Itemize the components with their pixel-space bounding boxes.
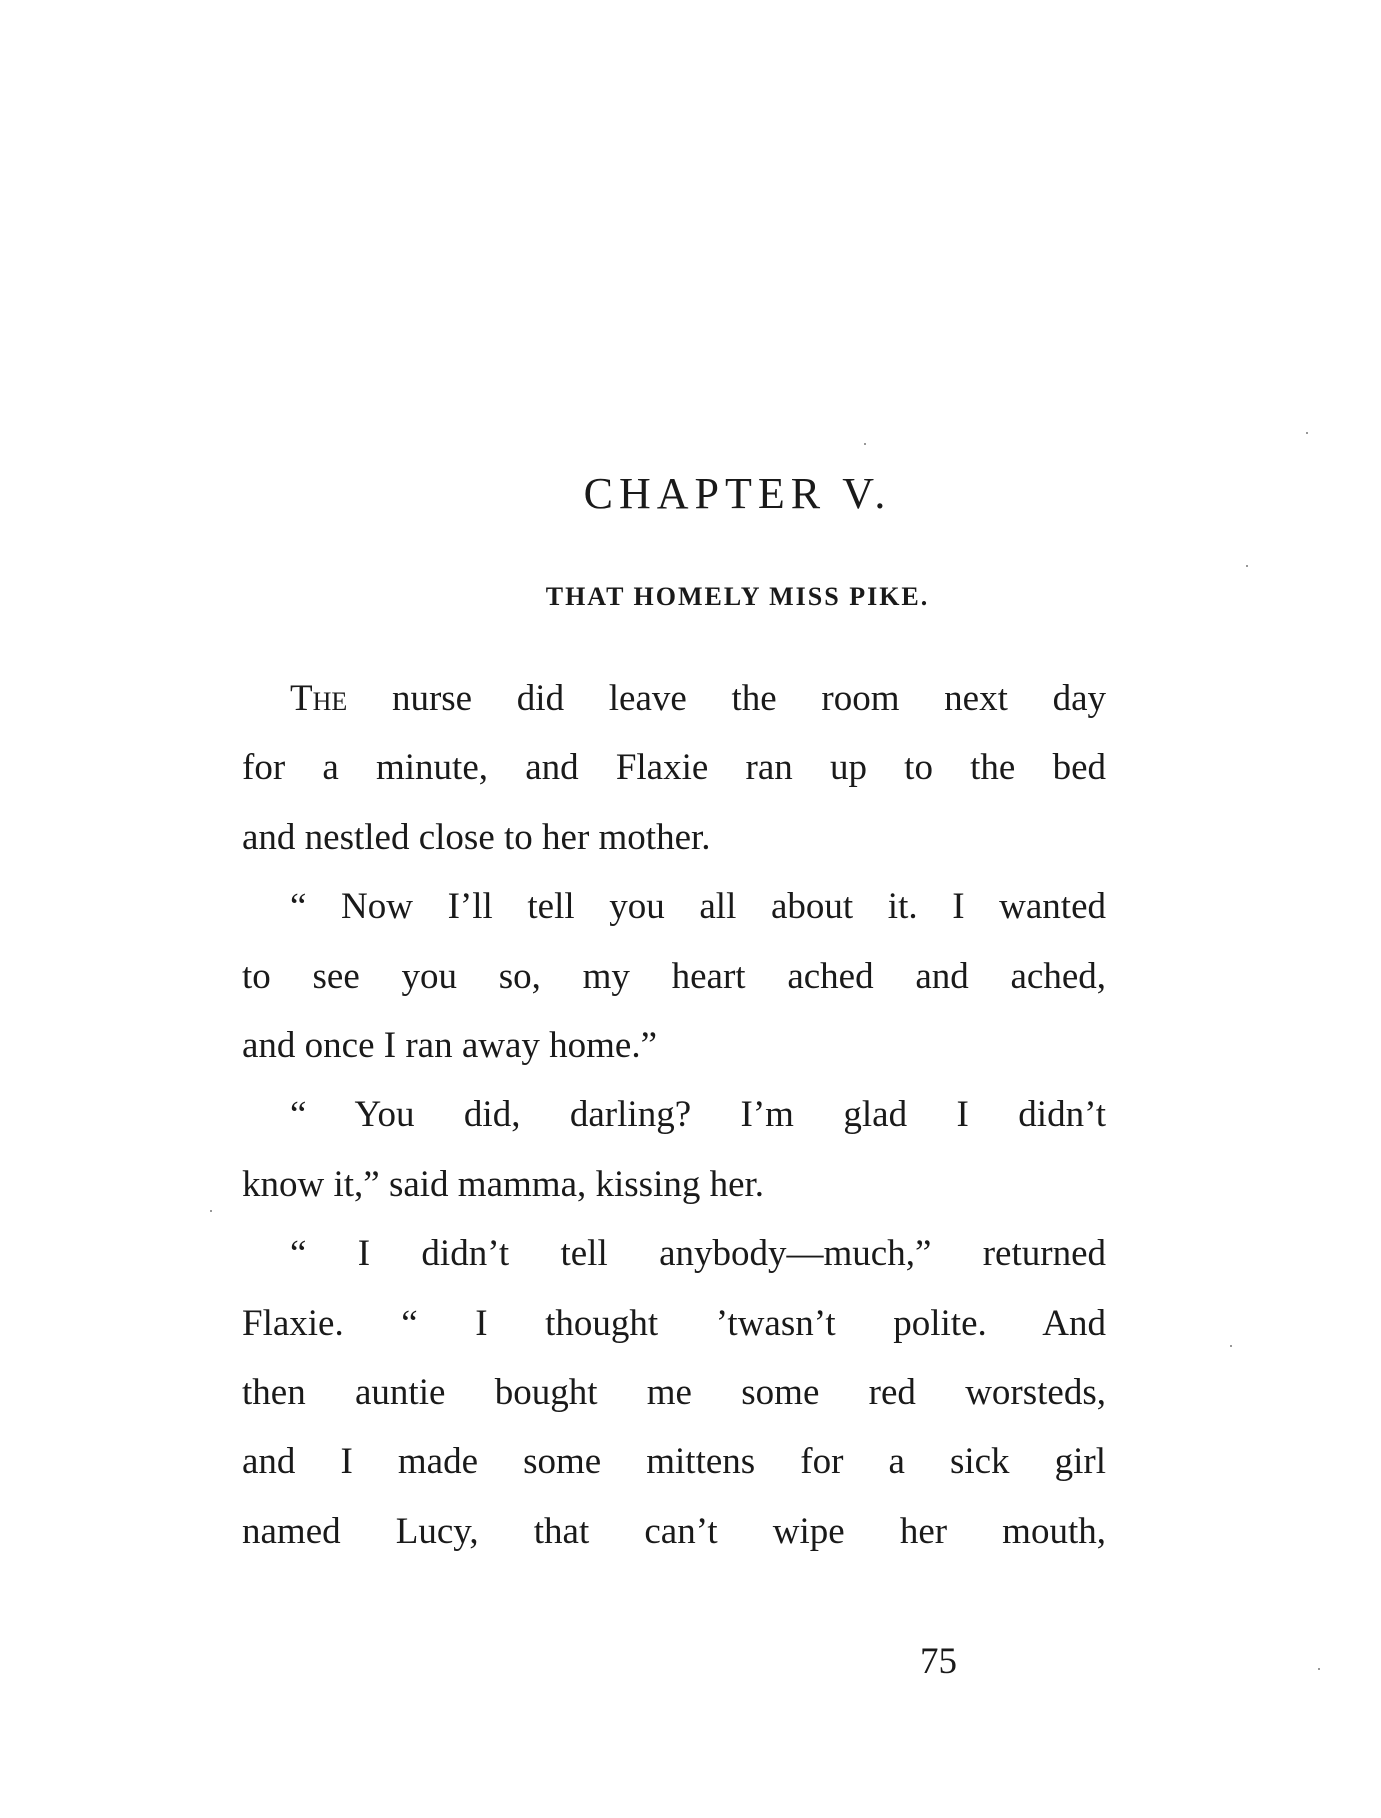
body-text: [242, 664, 1106, 1566]
text-line: for a minute, and Flaxie ran up to the bed: [242, 747, 1106, 789]
drop-word: The: [290, 678, 348, 719]
text-line: and I made some mittens for a sick girl: [242, 1441, 1106, 1483]
chapter-subtitle: THAT HOMELY MISS PIKE.: [545, 582, 930, 611]
text-line: “ You did, darling? I’m glad I didn’t: [290, 1094, 1106, 1136]
scan-speck: [864, 443, 866, 445]
text-line: know it,” said mamma, kissing her.: [242, 1163, 765, 1205]
text-line: to see you so, my heart ached and ached,: [242, 955, 1106, 997]
scan-speck: [1318, 1668, 1320, 1670]
text-line: named Lucy, that can’t wipe her mouth,: [242, 1510, 1106, 1552]
page-number: 75: [920, 1641, 957, 1682]
chapter-title: CHAPTER V.: [583, 469, 892, 518]
scan-speck: [1230, 1345, 1232, 1347]
text-line: “ I didn’t tell anybody—much,” returned: [290, 1233, 1106, 1275]
text-line: Flaxie. “ I thought ’twasn’t polite. And: [242, 1302, 1106, 1344]
scan-speck: [210, 1210, 212, 1212]
text-line: and nestled close to her mother.: [242, 816, 711, 858]
scan-speck: [1246, 565, 1248, 567]
text-line: then auntie bought me some red worsteds,: [242, 1371, 1106, 1413]
text-line: The nurse did leave the room next day: [290, 678, 1106, 719]
text-line: “ Now I’ll tell you all about it. I wanted: [290, 886, 1106, 928]
text-line: and once I ran away home.”: [242, 1024, 658, 1066]
scan-speck: [1306, 432, 1308, 434]
